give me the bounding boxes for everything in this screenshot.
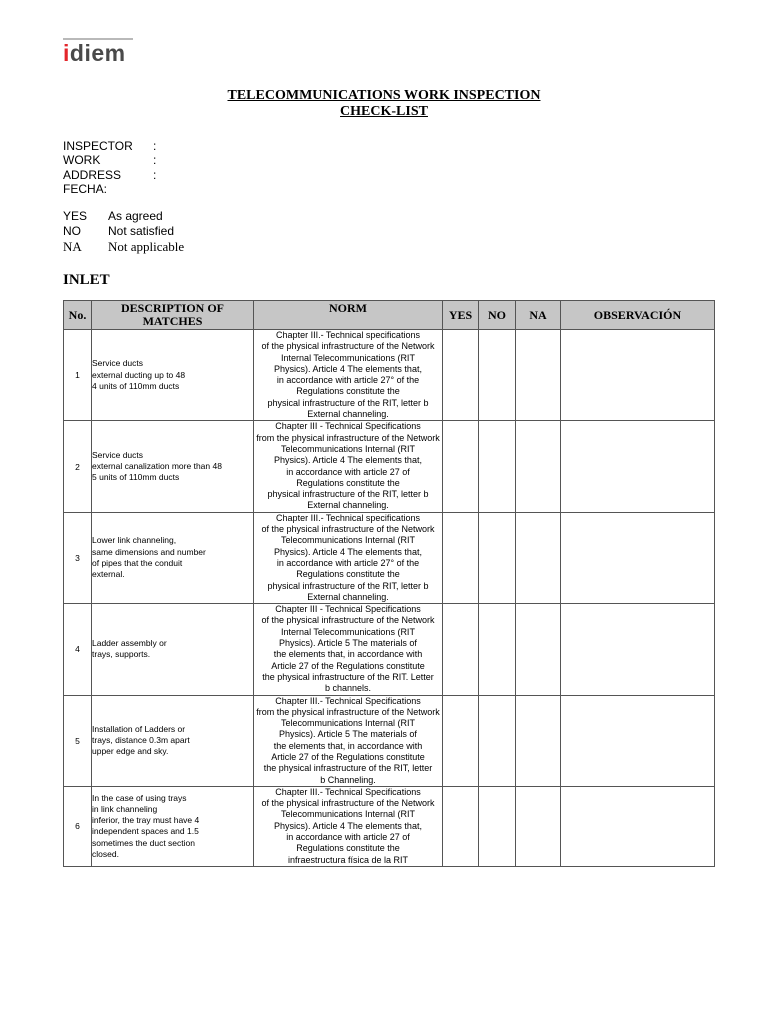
observation-cell[interactable]	[561, 330, 715, 421]
row-number: 6	[64, 786, 92, 866]
row-norm	[254, 330, 443, 421]
document-title	[0, 88, 768, 120]
logo-letter-i: i	[63, 40, 70, 66]
legend-na	[63, 239, 184, 254]
row-description	[92, 604, 254, 695]
na-cell[interactable]	[516, 604, 561, 695]
row-description-text: In the case of using trays in link channeling inferior, the tray must have 4 independent spaces and 1.5 sometimes the duct section closed.	[92, 792, 200, 859]
legend-key: NA	[63, 239, 82, 254]
legend-key: YES	[63, 209, 88, 223]
row-norm-text: Chapter III.- Technical specifications of the physical infrastructure of the Network Telecommunications Internal (RIT Physics). Article 4 The elements that, in accordance with article 27° of the Regulations constitute the physical infrastructure of the RIT, letter b External channeling.	[261, 512, 435, 602]
na-cell[interactable]	[516, 421, 561, 512]
field-label: WORK	[63, 153, 101, 168]
field-separator: :	[153, 153, 157, 168]
observation-cell[interactable]	[561, 421, 715, 512]
header-observacion: OBSERVACIÓN	[561, 301, 715, 330]
no-cell[interactable]	[479, 421, 516, 512]
observation-cell[interactable]	[561, 786, 715, 866]
header-no: No.	[64, 301, 92, 330]
na-cell[interactable]	[516, 695, 561, 786]
section-title: INLET	[63, 272, 110, 288]
field-work	[63, 153, 156, 167]
header-yes: YES	[443, 301, 479, 330]
field-fecha	[63, 182, 156, 196]
row-description-text: Installation of Ladders or trays, distance 0.3m apart upper edge and sky.	[92, 723, 190, 757]
row-description-text: Ladder assembly or trays, supports.	[92, 638, 167, 660]
row-number: 2	[64, 421, 92, 512]
checklist-table	[63, 300, 715, 867]
field-label: ADDRESS	[63, 167, 122, 182]
table-row	[64, 786, 715, 866]
row-norm	[254, 695, 443, 786]
row-description-text: Service ducts external ducting up to 48 4 units of 110mm ducts	[92, 358, 186, 391]
yes-cell[interactable]	[443, 421, 479, 512]
legend-no	[63, 224, 184, 239]
row-description	[92, 512, 254, 603]
header-description: DESCRIPTION OF MATCHES	[92, 301, 254, 330]
row-description	[92, 786, 254, 866]
row-norm-text: Chapter III.- Technical Specifications of the physical infrastructure of the Network Telecommunications Internal (RIT Physics). Article 4 The elements that, in accordance with article 27 of Regulations constitute the infraestructura física de la RIT	[261, 786, 435, 865]
row-norm	[254, 421, 443, 512]
yes-cell[interactable]	[443, 512, 479, 603]
yes-cell[interactable]	[443, 330, 479, 421]
table-row	[64, 604, 715, 695]
row-description-text: Service ducts external canalization more than 48 5 units of 110mm ducts	[92, 449, 222, 483]
title-line-2: CHECK-LIST	[340, 104, 428, 119]
field-separator: :	[153, 139, 157, 153]
row-norm-text: Chapter III.- Technical specifications of the physical infrastructure of the Network Internal Telecommunications (RIT Physics). Article 4 The elements that, in accordance with article 27° of the Regulations constitute the physical infrastructure of the RIT, letter b External channeling.	[261, 330, 435, 420]
na-cell[interactable]	[516, 786, 561, 866]
legend-key: NO	[63, 224, 81, 238]
legend-value: Not satisfied	[108, 224, 175, 238]
na-cell[interactable]	[516, 512, 561, 603]
observation-cell[interactable]	[561, 512, 715, 603]
field-label: FECHA	[63, 181, 104, 196]
row-description-text: Lower link channeling, same dimensions and number of pipes that the conduit external.	[92, 535, 206, 580]
table-row	[64, 512, 715, 603]
yes-cell[interactable]	[443, 604, 479, 695]
row-norm-text: Chapter III - Technical Specifications of the physical infrastructure of the Network Internal Telecommunications (RIT Physics). Article 5 The materials of the elements that, in accordance with Article 27 of the Regulations constitute the physical infrastructure of the RIT. Letter b channels.	[261, 604, 435, 694]
observation-cell[interactable]	[561, 604, 715, 695]
logo-bar	[63, 38, 133, 40]
inspection-fields	[63, 139, 156, 196]
no-cell[interactable]	[479, 695, 516, 786]
no-cell[interactable]	[479, 604, 516, 695]
no-cell[interactable]	[479, 330, 516, 421]
yes-cell[interactable]	[443, 786, 479, 866]
title-line-1: TELECOMMUNICATIONS WORK INSPECTION	[227, 88, 541, 103]
field-inspector	[63, 139, 156, 153]
row-description	[92, 330, 254, 421]
no-cell[interactable]	[479, 786, 516, 866]
row-number: 1	[64, 330, 92, 421]
row-norm	[254, 786, 443, 866]
row-norm-text: Chapter III - Technical Specifications from the physical infrastructure of the Network Telecommunications Internal (RIT Physics). Article 4 The elements that, in accordance with article 27 of Regulations constitute the physical infrastructure of the RIT, letter b External channeling.	[256, 421, 440, 511]
row-number: 5	[64, 695, 92, 786]
no-cell[interactable]	[479, 512, 516, 603]
logo-wordmark: diem	[69, 40, 126, 66]
table-header-row	[64, 301, 715, 330]
header-na: NA	[516, 301, 561, 330]
row-description	[92, 695, 254, 786]
header-no-col: NO	[479, 301, 516, 330]
legend-value: As agreed	[108, 209, 163, 223]
idiem-logo	[63, 42, 126, 65]
observation-cell[interactable]	[561, 695, 715, 786]
table-row	[64, 695, 715, 786]
table-row	[64, 330, 715, 421]
field-label: INSPECTOR	[63, 139, 133, 153]
field-separator: :	[153, 167, 157, 182]
yes-cell[interactable]	[443, 695, 479, 786]
row-norm-text: Chapter III.- Technical Specifications from the physical infrastructure of the Network Telecommunications Internal (RIT Physics). Article 5 The materials of the elements that, in accordance with Article 27 of the Regulations constitute the physical infrastructure of the RIT, letter b Channeling.	[256, 695, 440, 785]
row-description	[92, 421, 254, 512]
row-number: 3	[64, 512, 92, 603]
header-norm: NORM	[254, 301, 443, 330]
legend-value: Not applicable	[108, 239, 185, 254]
na-cell[interactable]	[516, 330, 561, 421]
row-norm	[254, 604, 443, 695]
row-norm	[254, 512, 443, 603]
row-number: 4	[64, 604, 92, 695]
legend-yes	[63, 209, 184, 224]
legend	[63, 209, 184, 254]
field-address	[63, 168, 156, 182]
table-row	[64, 421, 715, 512]
field-separator: :	[103, 181, 108, 196]
